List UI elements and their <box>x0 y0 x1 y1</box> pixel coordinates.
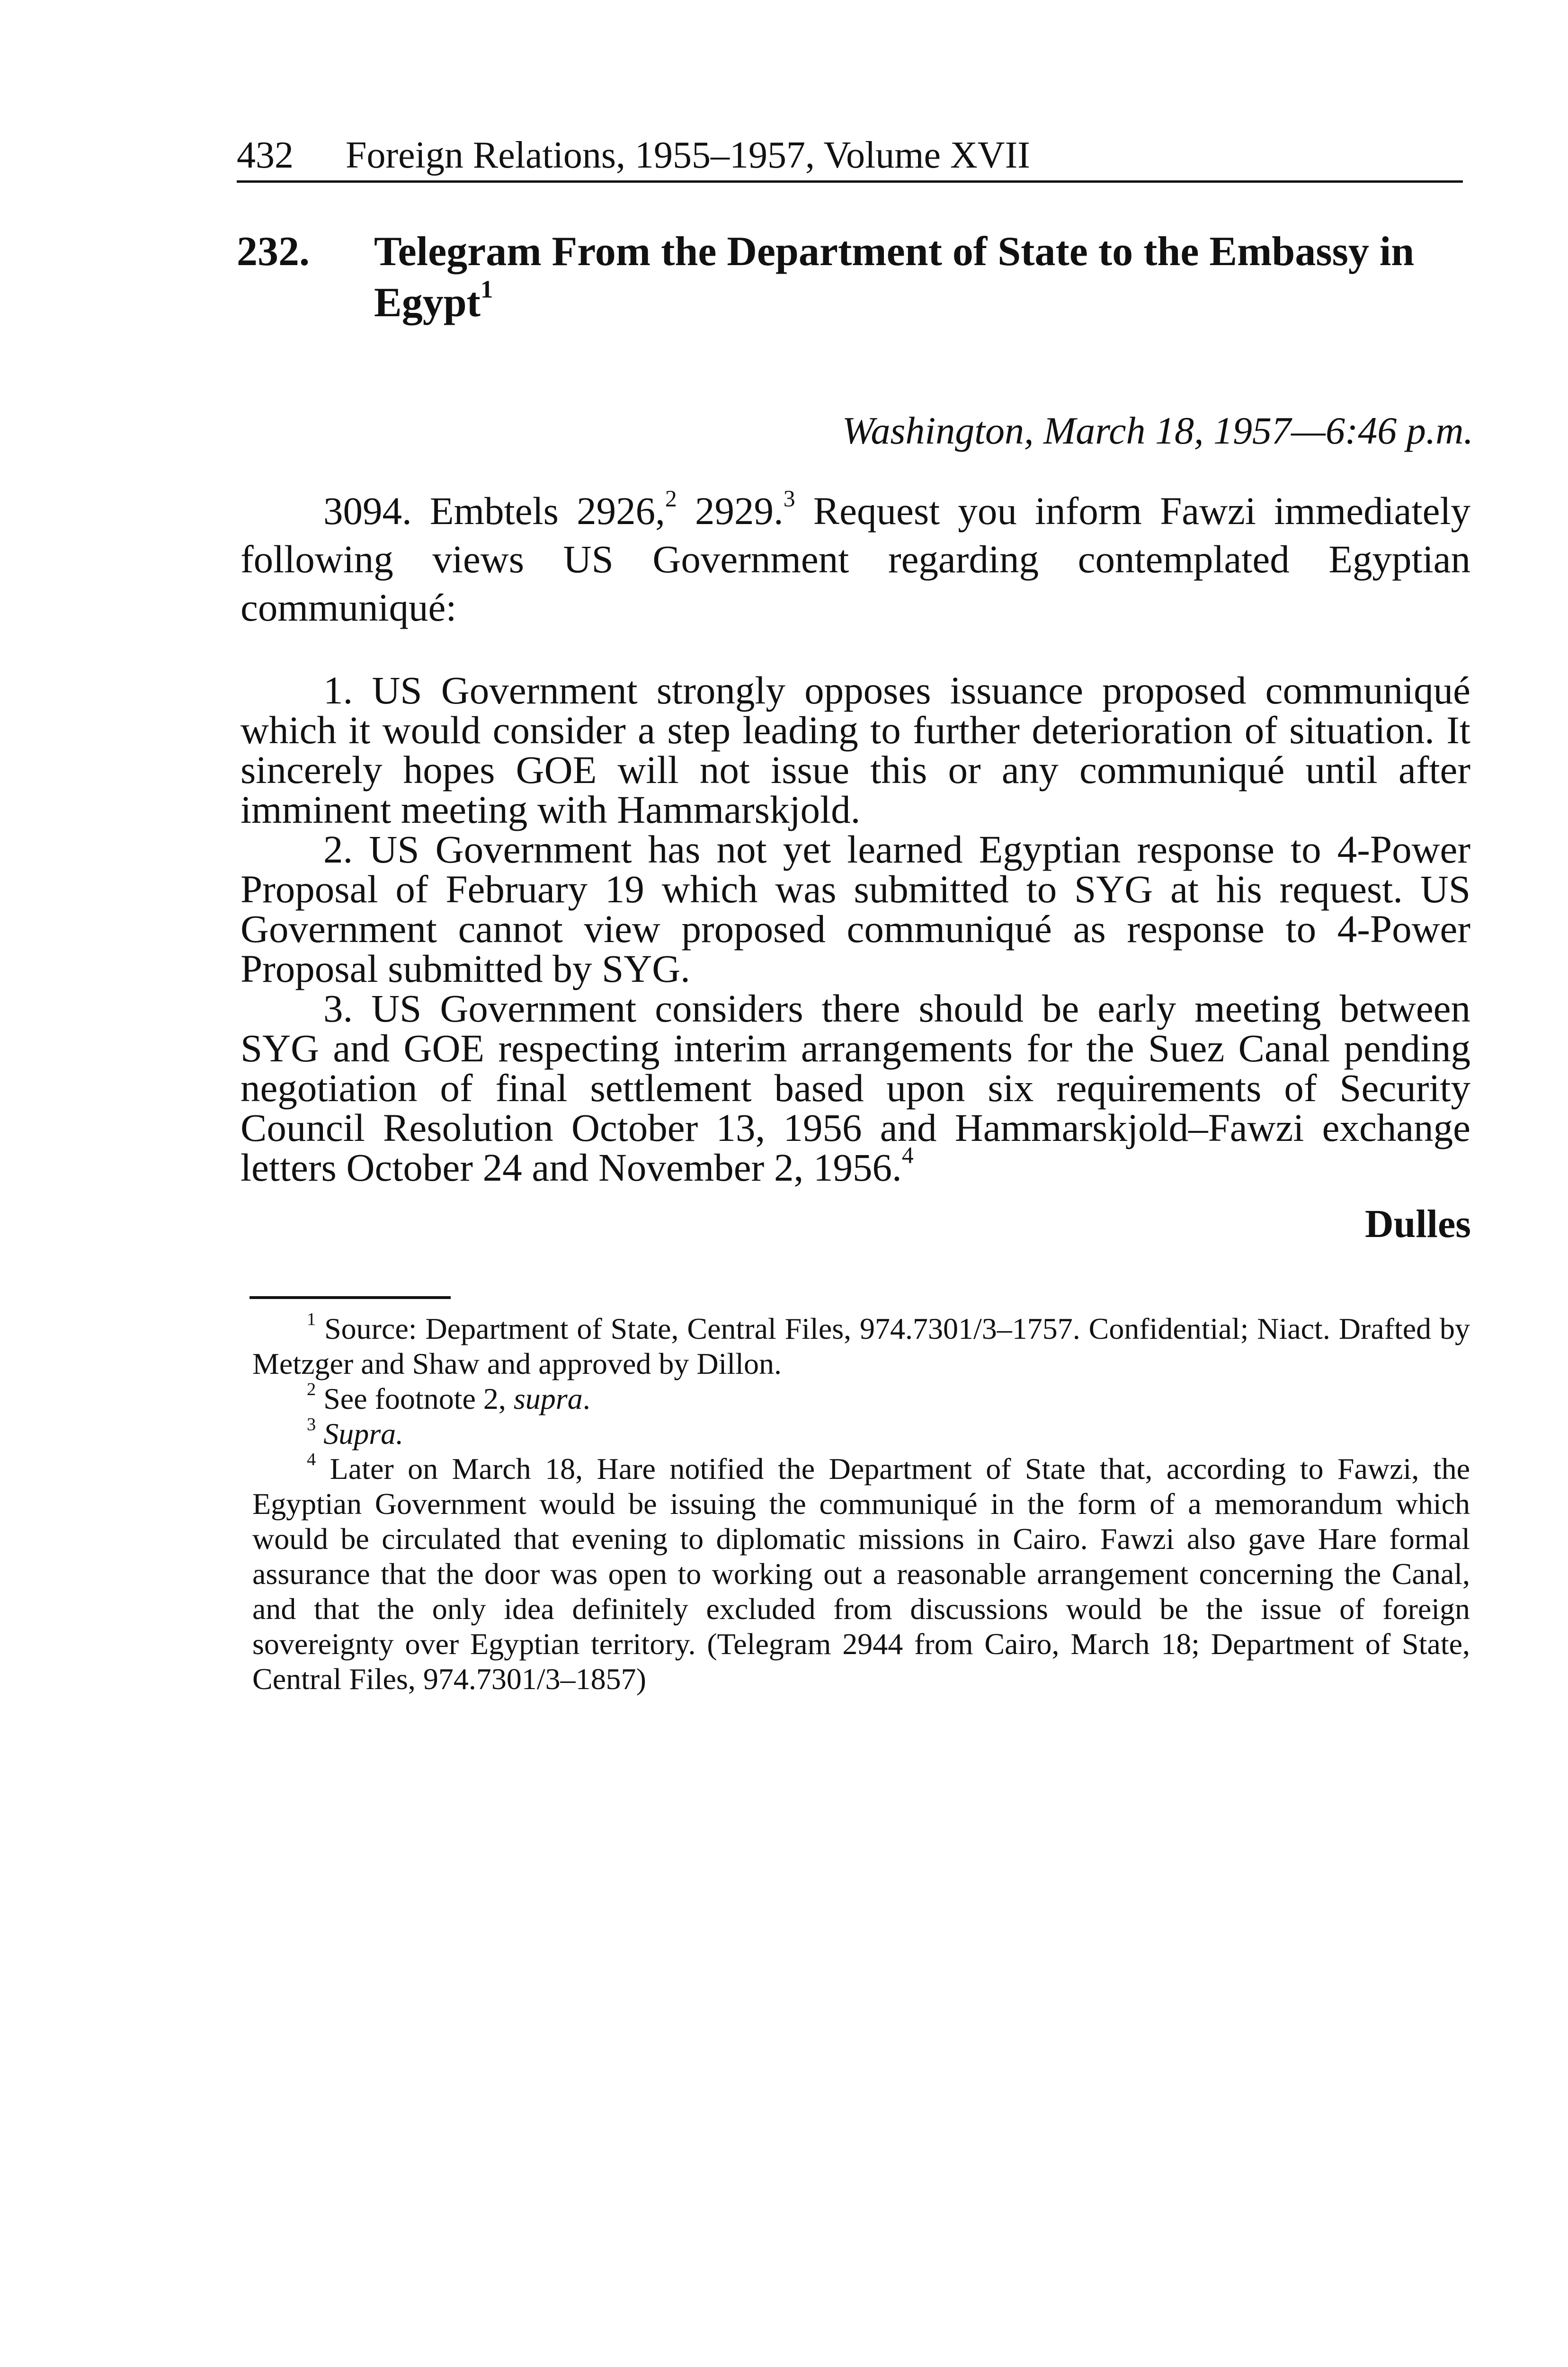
footnote-2-end: . <box>582 1382 590 1415</box>
footnote-3-text: Supra. <box>316 1417 404 1450</box>
footnote-1-mark: 1 <box>307 1309 316 1330</box>
footnote-ref-3: 3 <box>783 485 795 512</box>
document-number: 232. <box>237 229 310 275</box>
dateline: Washington, March 18, 1957—6:46 p.m. <box>842 409 1473 452</box>
signature: Dulles <box>1364 1202 1471 1246</box>
footnote-4-mark: 4 <box>307 1450 316 1470</box>
numbered-paragraph-1: 1. US Government strongly opposes issuance proposed communiqué which it would consider a step leading to further deterioration of situation. It sincerely hopes GOE will not issue this or any communiqué until after imminent meeting with Hammarskjold. <box>241 668 1470 831</box>
footnote-2-text: See footnote 2, <box>316 1382 514 1415</box>
footnote-divider <box>249 1296 451 1299</box>
numbered-paragraph-2: 2. US Government has not yet learned Egyptian response to 4-Power Proposal of February 19 which was submitted to SYG at his request. US Government cannot view proposed communiqué as response to 4-Power Proposal submitted by SYG. <box>241 828 1470 990</box>
footnote-2-italic: supra <box>513 1382 583 1415</box>
series-title: Foreign Relations, 1955–1957, Volume XVII <box>346 134 1030 176</box>
footnote-ref-2: 2 <box>665 485 677 512</box>
footnote-3 <box>252 1416 1470 1451</box>
document-title-text: Telegram From the Department of State to the Embassy in Egypt <box>374 229 1415 326</box>
page-number: 432 <box>237 134 294 176</box>
numbered-paragraph-3 <box>241 988 1470 1187</box>
footnote-ref-4: 4 <box>901 1142 914 1168</box>
intro-text-c: Request you inform Fawzi immediately following views US Government regarding contemplated Egyptian communiqué: <box>241 489 1470 629</box>
paragraph-3-text: 3. US Government considers there should be early meeting between SYG and GOE respecting interim arrangements for the Suez Canal pending negotiation of final settlement based upon six requirements of Security Council Resolution October 13, 1956 and Hammarskjold–Fawzi exchange letters October 24 and November 2, 1956. <box>241 987 1470 1189</box>
footnote-1 <box>252 1311 1470 1381</box>
footnote-4-text: Later on March 18, Hare notified the Department of State that, according to Fawzi, the Egyptian Government would be issuing the communiqué in the form of a memorandum which would be circulated that evening to diplomatic missions in Cairo. Fawzi also gave Hare formal assurance that the door was open to working out a reasonable arrangement concerning the Canal, and that the only idea definitely excluded from discussions would be the issue of foreign sovereignty over Egyptian territory. (Telegram 2944 from Cairo, March 18; Department of State, Central Files, 974.7301/3–1857) <box>252 1452 1470 1696</box>
footnote-4 <box>252 1451 1470 1697</box>
footnote-3-mark: 3 <box>307 1415 316 1435</box>
intro-paragraph <box>241 487 1470 632</box>
intro-text-b: 2929. <box>677 489 784 533</box>
document-title <box>374 226 1468 329</box>
footnote-1-text: Source: Department of State, Central Files, 974.7301/3–1757. Confidential; Niact. Drafted by Metzger and Shaw and approved by Dillon. <box>252 1312 1470 1380</box>
telegram-body <box>241 487 1470 1187</box>
footnote-2-mark: 2 <box>307 1379 316 1400</box>
running-head <box>237 132 1463 183</box>
intro-text-a: 3094. Embtels 2926, <box>323 489 665 533</box>
footnote-ref-1: 1 <box>480 276 493 303</box>
footnote-2 <box>252 1381 1470 1416</box>
footnotes <box>252 1311 1470 1697</box>
